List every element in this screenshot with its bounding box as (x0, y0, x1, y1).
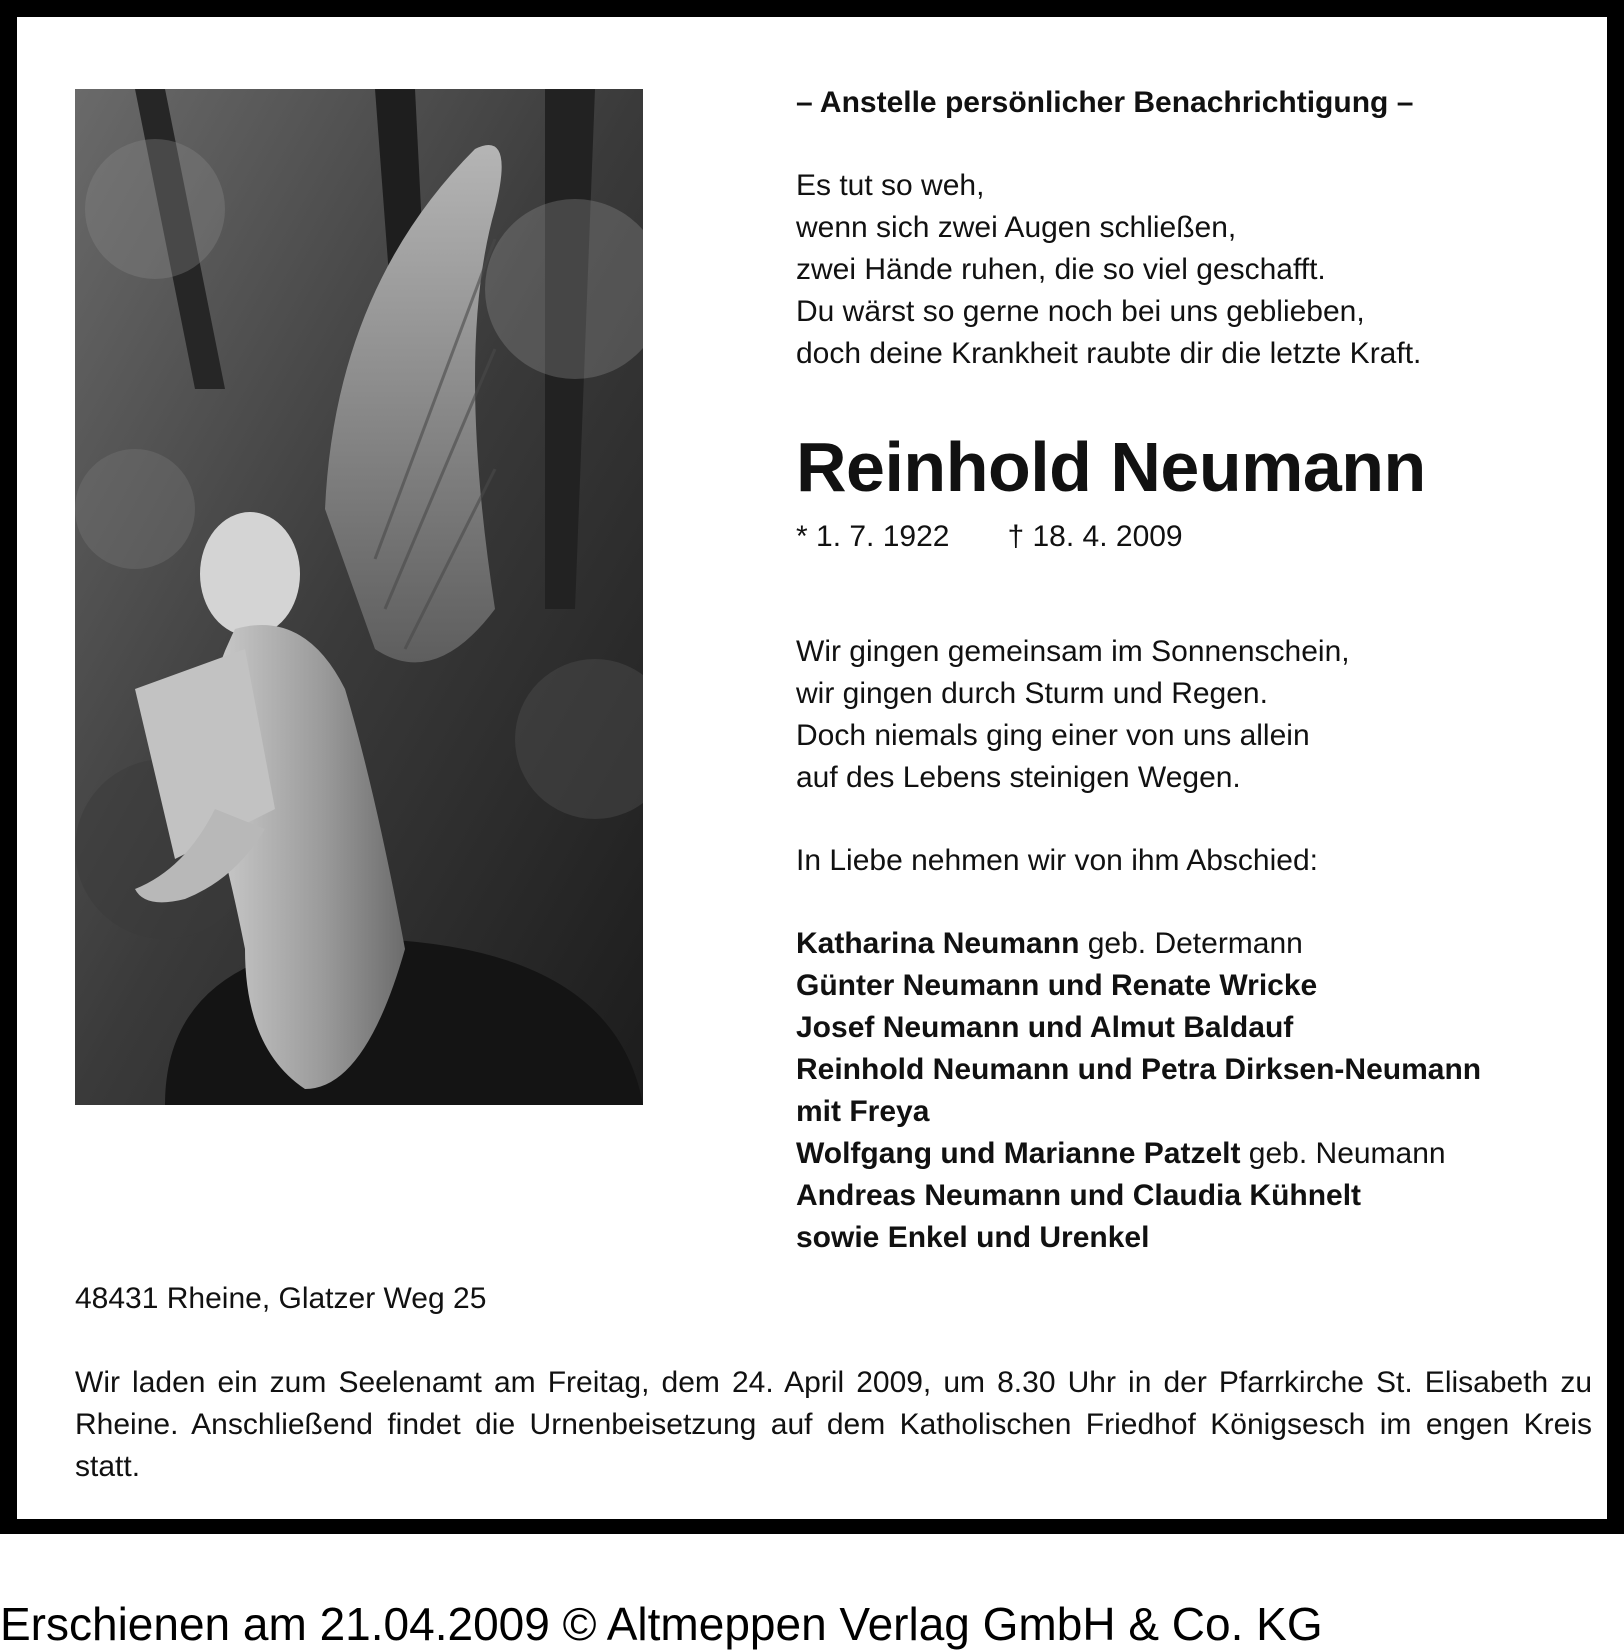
poem-line: auf des Lebens steinigen Wegen. (796, 761, 1241, 794)
mourner-entry: Josef Neumann und Almut Baldauf (796, 1011, 1294, 1044)
publication-footer: Erschienen am 21.04.2009 © Altmeppen Verlag GmbH & Co. KG (0, 1598, 1323, 1650)
poem-line: Du wärst so gerne noch bei uns geblieben, (796, 295, 1365, 328)
death-date: † 18. 4. 2009 (1007, 520, 1183, 553)
mourner-entry: Günter Neumann und Renate Wricke (796, 969, 1318, 1002)
mourner-entry: sowie Enkel und Urenkel (796, 1221, 1150, 1254)
poem-top (796, 165, 1596, 375)
notice-card (17, 17, 1607, 1519)
farewell-line: In Liebe nehmen wir von ihm Abschied: (796, 844, 1318, 877)
poem-line: wir gingen durch Sturm und Regen. (796, 677, 1268, 710)
mourner-entry: Andreas Neumann und Claudia Kühnelt (796, 1179, 1362, 1212)
poem-line: wenn sich zwei Augen schließen, (796, 211, 1237, 244)
angel-statue-photo-icon (75, 89, 643, 1105)
deceased-name: Reinhold Neumann (796, 428, 1426, 506)
birth-date: * 1. 7. 1922 (796, 520, 950, 553)
poem-bottom (796, 631, 1596, 799)
notice-header: – Anstelle persönlicher Benachrichtigung – (796, 86, 1414, 119)
poem-line: Doch niemals ging einer von uns allein (796, 719, 1310, 752)
mourner-entry: Katharina Neumann geb. Determann (796, 927, 1303, 960)
mourner-entry: mit Freya (796, 1095, 930, 1128)
poem-line: Es tut so weh, (796, 169, 985, 202)
poem-line: Wir gingen gemeinsam im Sonnenschein, (796, 635, 1350, 668)
poem-line: doch deine Krankheit raubte dir die letzte Kraft. (796, 337, 1422, 370)
mourners-list (796, 923, 1596, 1259)
funeral-invitation: Wir laden ein zum Seelenamt am Freitag, dem 24. April 2009, um 8.30 Uhr in der Pfarrkirche St. Elisabeth zu Rheine. Anschließend findet die Urnenbeisetzung auf dem Katholischen Friedhof Königsesch im engen Kreis statt. (75, 1366, 1592, 1483)
family-address: 48431 Rheine, Glatzer Weg 25 (75, 1282, 487, 1315)
mourner-entry: Wolfgang und Marianne Patzelt geb. Neumann (796, 1137, 1446, 1170)
life-dates (796, 517, 1596, 557)
poem-line: zwei Hände ruhen, die so viel geschafft. (796, 253, 1326, 286)
mourner-entry: Reinhold Neumann und Petra Dirksen-Neumann (796, 1053, 1482, 1086)
